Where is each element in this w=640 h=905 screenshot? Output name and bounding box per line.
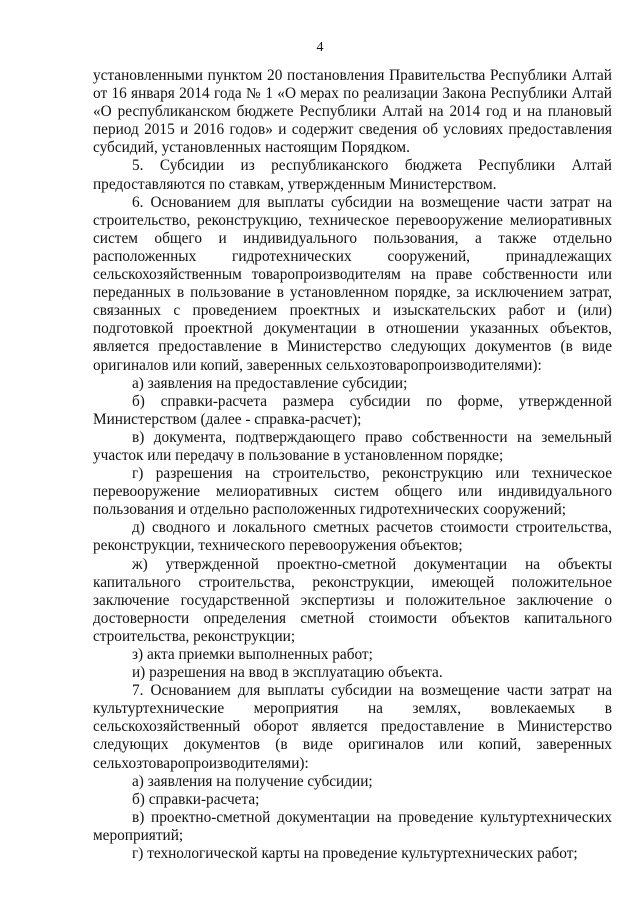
document-body (93, 67, 612, 863)
list-item-6d: д) сводного и локального сметных расчетов стоимости строительства, реконструкции, технического перевооружения объектов; (93, 519, 612, 555)
list-item-6b: б) справки-расчета размера субсидии по форме, утвержденной Министерством (далее - справка-расчет); (93, 392, 612, 428)
paragraph-continuation: установленными пунктом 20 постановления Правительства Республики Алтай от 16 января 2014 года № 1 «О мерах по реализации Закона Республики Алтай «О республиканском бюджете Республики Алтай на 2014 год и на плановый период 2015 и 2016 годов» и содержит сведения об условиях предоставления субсидий, установленных настоящим Порядком. (93, 67, 612, 157)
list-item-7b: б) справки-расчета; (132, 790, 260, 808)
list-item-6i: и) разрешения на ввод в эксплуатацию объекта. (132, 664, 443, 682)
list-item-7g: г) технологической карты на проведение культуртехнических работ; (132, 845, 578, 863)
paragraph-item-7: 7. Основанием для выплаты субсидии на возмещение части затрат на культуртехнические мероприятия на землях, вовлекаемых в сельскохозяйственный оборот является предоставление в Министерство следующих документов (в виде оригиналов или копий, заверенных сельхозтоваропроизводителями): (93, 682, 612, 772)
list-item-6z: з) акта приемки выполненных работ; (132, 646, 373, 663)
list-item-7v: в) проектно-сметной документации на проведение культуртехнических мероприятий; (93, 808, 612, 844)
list-item-7a: а) заявления на получение субсидии; (132, 772, 373, 790)
page-number: 4 (316, 40, 324, 55)
paragraph-item-6: 6. Основанием для выплаты субсидии на возмещение части затрат на строительство, реконструкцию, техническое перевооружение мелиоративных систем общего и индивидуального пользования, а также отдельно расположенных гидротехнических сооружений, принадлежащих сельскохозяйственным товаропроизводителям на праве собственности или переданных в пользование в установленном порядке, за исключением затрат, связанных с проведением проектных и изыскательских работ и (или) подготовкой проектной документации в отношении указанных объектов, является предоставление в Министерство следующих документов (в виде оригиналов или копий, заверенных сельхозтоваропроизводителями): (93, 193, 612, 374)
paragraph-item-5: 5. Субсидии из республиканского бюджета Республики Алтай предоставляются по ставкам, утвержденным Министерством. (93, 157, 612, 193)
list-item-6a: а) заявления на предоставление субсидии; (132, 374, 408, 392)
list-item-6v: в) документа, подтверждающего право собственности на земельный участок или передачу в пользование в установленном порядке; (93, 428, 612, 464)
list-item-6zh: ж) утвержденной проектно-сметной документации на объекты капитального строительства, реконструкции, имеющей положительное заключение государственной экспертизы и положительное заключение о достоверности определения сметной стоимости объектов капитального строительства, реконструкции; (93, 555, 612, 645)
list-item-6g: г) разрешения на строительство, реконструкцию или техническое перевооружение мелиоративных систем общего или индивидуального пользования и отдельно расположенных гидротехнических сооружений; (93, 465, 612, 519)
